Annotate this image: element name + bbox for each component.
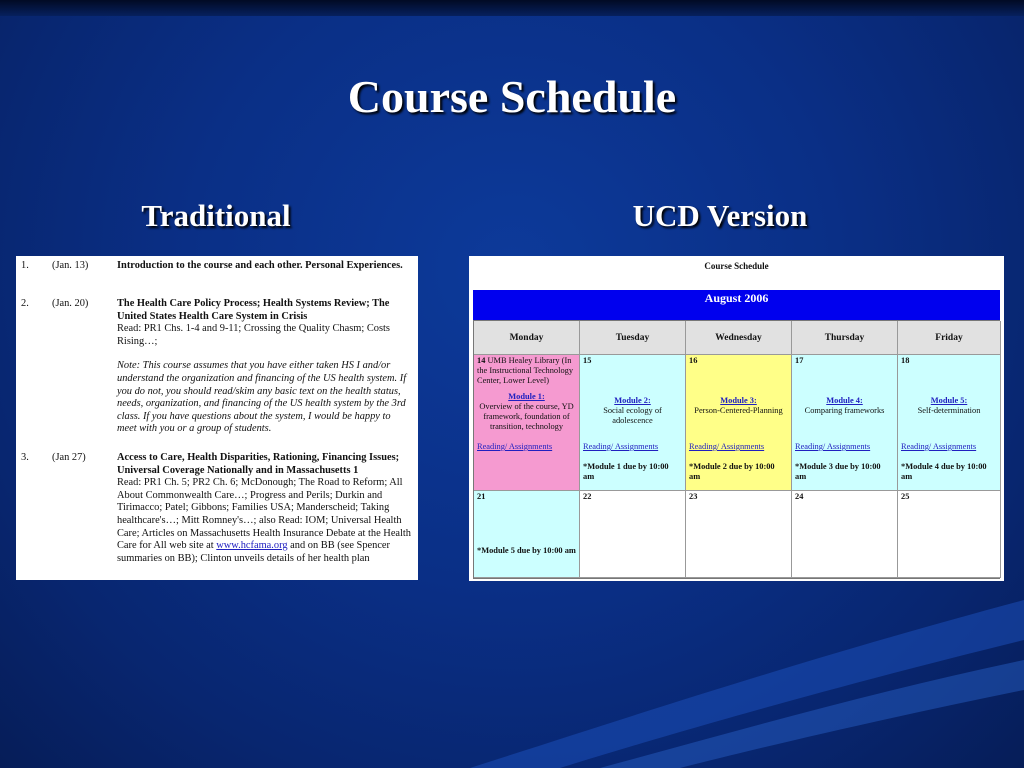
calendar-cell bbox=[580, 355, 686, 491]
module-link[interactable]: Module 4: bbox=[826, 396, 863, 405]
day-header-thursday: Thursday bbox=[792, 321, 898, 355]
cell-date: 23 bbox=[689, 492, 698, 501]
top-bar bbox=[0, 0, 1024, 16]
calendar-grid bbox=[473, 320, 1000, 579]
row-number: 3. bbox=[21, 452, 29, 463]
cell-date: 14 bbox=[477, 356, 486, 365]
row-date: (Jan 27) bbox=[52, 452, 86, 463]
module-due-note: *Module 2 due by 10:00 am bbox=[689, 462, 775, 481]
calendar-cell bbox=[580, 491, 686, 578]
reading-assignments-link[interactable]: Reading/ Assignments bbox=[689, 442, 765, 451]
module-due-note: *Module 5 due by 10:00 am bbox=[477, 546, 576, 555]
slide-title: Course Schedule bbox=[347, 71, 677, 122]
cell-date: 16 bbox=[689, 356, 698, 365]
row-topic: The Health Care Policy Process; Health Systems Review; The United States Health Care System in Crisis bbox=[117, 298, 390, 322]
cell-date: 25 bbox=[901, 492, 910, 501]
calendar-cell bbox=[898, 355, 1001, 491]
reading-assignments-link[interactable]: Reading/ Assignments bbox=[477, 442, 553, 451]
day-header-monday: Monday bbox=[474, 321, 580, 355]
day-header-tuesday: Tuesday bbox=[580, 321, 686, 355]
module-link[interactable]: Module 5: bbox=[930, 396, 968, 405]
module-topic: Comparing frameworks bbox=[804, 406, 885, 415]
cell-date: 15 bbox=[583, 356, 592, 365]
ucd-calendar-panel bbox=[469, 256, 1004, 581]
row-reading-continued: and on BB (see Spencer summaries on BB); Clinton unveils details of her health plan bbox=[117, 540, 391, 564]
day-header-friday: Friday bbox=[898, 321, 1001, 355]
calendar-cell bbox=[792, 491, 898, 578]
ucd-version-heading: UCD Version bbox=[632, 198, 808, 233]
row-reading: Read: PR1 Chs. 1-4 and 9-11; Crossing the Quality Chasm; Costs Rising…; bbox=[117, 323, 390, 347]
traditional-heading: Traditional bbox=[141, 198, 291, 233]
module-link[interactable]: Module 3: bbox=[720, 396, 757, 405]
module-due-note: *Module 4 due by 10:00 am bbox=[901, 462, 987, 481]
module-topic: Self-determination bbox=[917, 406, 981, 415]
module-topic: Social ecology of adolescence bbox=[603, 406, 662, 425]
module-topic: Overview of the course, YD framework, foundation of transition, technology bbox=[479, 402, 574, 431]
day-header-wednesday: Wednesday bbox=[686, 321, 792, 355]
row-note: Note: This course assumes that you have either taken HS I and/or understand the organization and financing of the US health system. If you do not, you should read/skim any basic text on the health status, needs, organization, and financing of the US health system by the 3rd class. If you have questions about the system, I would be happy to meet with you or a group of students. bbox=[117, 360, 407, 435]
module-link[interactable]: Module 1: bbox=[508, 392, 545, 401]
cell-date: 18 bbox=[901, 356, 910, 365]
row-reading: Read: PR1 Ch. 5; PR2 Ch. 6; McDonough; The Road to Reform; All About Commonwealth Care…; Progress and Perils; Durkin and Tirimacco; Patel; Gibbons; Families USA; Manderscheid; Taking healthcare's…; Mitt Romney's…; also Read: IOM; Universal Health Care; Articles on Massachusetts Health Insurance Debate at the Health Care for All web site at bbox=[117, 477, 412, 552]
calendar-cell bbox=[686, 355, 792, 491]
reading-assignments-link[interactable]: Reading/ Assignments bbox=[583, 442, 659, 451]
cell-date: 21 bbox=[477, 492, 486, 501]
cell-date: 22 bbox=[583, 492, 592, 501]
calendar-month: August 2006 bbox=[473, 290, 1000, 320]
calendar-cell bbox=[792, 355, 898, 491]
calendar-cell bbox=[474, 355, 580, 491]
module-link[interactable]: Module 2: bbox=[614, 396, 651, 405]
cell-date: 17 bbox=[795, 356, 804, 365]
row-number: 1. bbox=[21, 260, 29, 271]
module-topic: Person-Centered-Planning bbox=[694, 406, 783, 415]
cell-location: UMB Healey Library (In the Instructional Technology Center, Lower Level) bbox=[477, 356, 574, 385]
calendar-cell bbox=[686, 491, 792, 578]
module-due-note: *Module 1 due by 10:00 am bbox=[583, 462, 669, 481]
row-date: (Jan. 20) bbox=[52, 298, 89, 309]
calendar-cell bbox=[898, 491, 1001, 578]
reading-assignments-link[interactable]: Reading/ Assignments bbox=[795, 442, 871, 451]
row-topic: Introduction to the course and each other. Personal Experiences. bbox=[117, 260, 403, 271]
calendar-cell bbox=[474, 491, 580, 578]
hcfama-link[interactable]: www.hcfama.org bbox=[216, 540, 288, 552]
row-topic: Access to Care, Health Disparities, Rationing, Financing Issues; Universal Coverage Nationally and in Massachusetts 1 bbox=[117, 452, 400, 476]
row-date: (Jan. 13) bbox=[52, 260, 89, 271]
reading-assignments-link[interactable]: Reading/ Assignments bbox=[901, 442, 977, 451]
row-number: 2. bbox=[21, 298, 29, 309]
cell-date: 24 bbox=[795, 492, 804, 501]
traditional-syllabus-panel bbox=[16, 256, 418, 580]
module-due-note: *Module 3 due by 10:00 am bbox=[795, 462, 881, 481]
calendar-title: Course Schedule bbox=[704, 261, 769, 271]
